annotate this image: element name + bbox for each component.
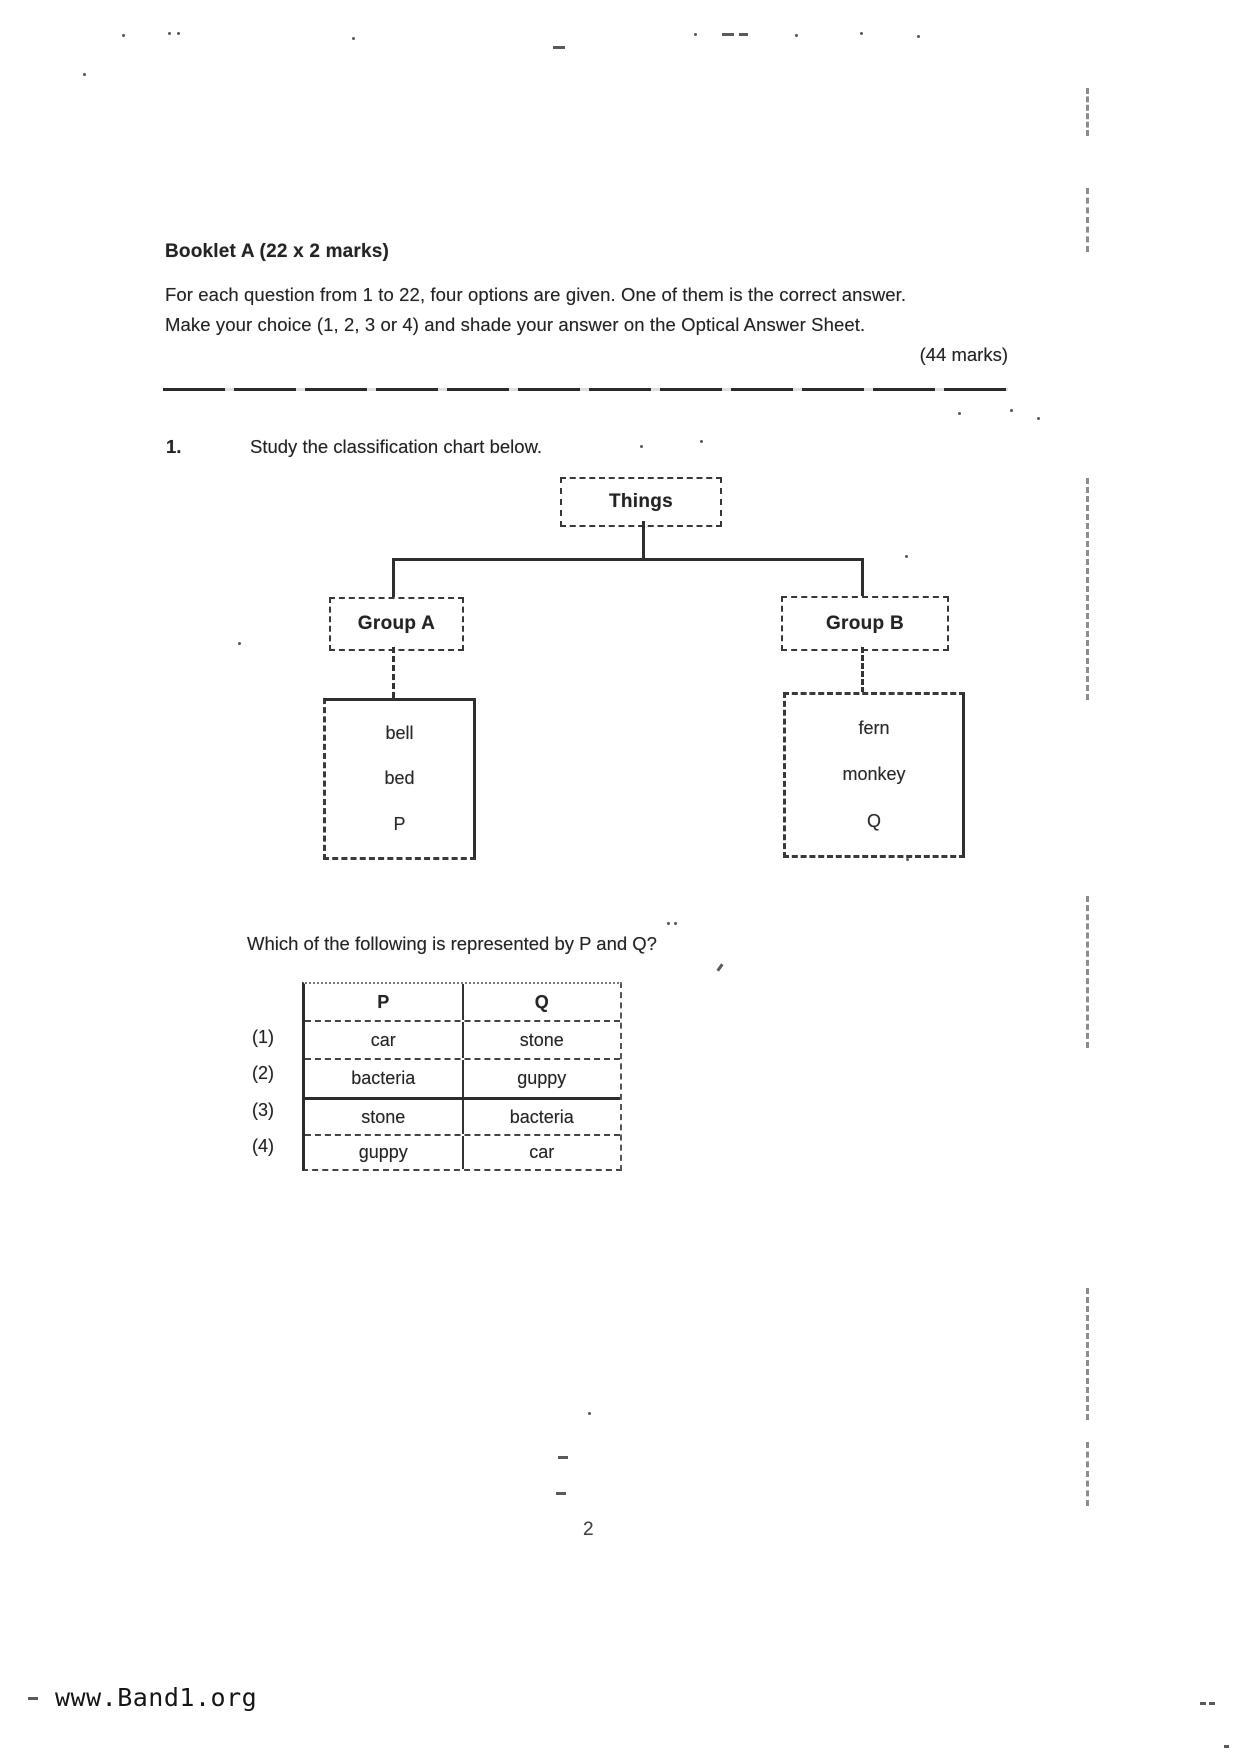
scan-artifact (352, 37, 355, 40)
row2-p-value: bacteria (305, 1060, 464, 1097)
group-a-connector (392, 647, 395, 698)
row2-q-value: guppy (517, 1068, 567, 1088)
tree-connector-left-drop (392, 558, 395, 599)
group-b-item-1: fern (858, 717, 890, 738)
scan-artifact (667, 922, 670, 925)
option-label-2: (2) (252, 1063, 274, 1083)
table-row (305, 1100, 620, 1136)
scan-artifact (1086, 1442, 1089, 1506)
scan-artifact (1086, 1288, 1089, 1420)
row1-p-value: car (305, 1022, 464, 1058)
page-number: 2 (583, 1519, 594, 1540)
group-a-item-3: P (393, 813, 406, 834)
scan-artifact (674, 922, 677, 925)
scan-artifact (905, 555, 908, 558)
chart-root-node (560, 477, 722, 527)
scan-artifact (1086, 88, 1089, 136)
option-label-4: (4) (252, 1136, 274, 1156)
group-a-item-2: bed (384, 768, 415, 789)
chart-root-label: Things (608, 491, 674, 512)
table-row (305, 1060, 620, 1100)
scan-artifact (588, 1412, 591, 1415)
table-row (305, 1022, 620, 1060)
question-prompt: Study the classification chart below. (250, 436, 543, 457)
row3-p-value: stone (305, 1100, 464, 1134)
instructions-line-2: Make your choice (1, 2, 3 or 4) and shade your answer on the Optical Answer Sheet. (165, 314, 866, 335)
option-label-1: (1) (252, 1027, 274, 1047)
scan-artifact (1037, 417, 1040, 420)
scan-artifact (739, 33, 748, 36)
scan-artifact (1010, 409, 1013, 412)
group-b-item-2: monkey (842, 764, 906, 785)
scan-artifact (553, 46, 565, 49)
scan-artifact (906, 858, 909, 861)
scan-artifact (1200, 1702, 1206, 1705)
section-divider (163, 388, 1008, 391)
group-b-item-3: Q (866, 811, 881, 832)
booklet-title: Booklet A (22 x 2 marks) (165, 241, 390, 262)
col-header-q: Q (534, 991, 549, 1012)
scan-artifact (1086, 188, 1089, 252)
scan-artifact (1209, 1702, 1215, 1705)
scan-artifact (700, 440, 703, 443)
options-table-header-row (305, 984, 620, 1022)
group-a-label: Group A (357, 613, 436, 634)
tree-connector-horizontal (392, 558, 864, 561)
instructions-line-1: For each question from 1 to 22, four options are given. One of them is the correct answer. (165, 284, 907, 305)
tree-connector-right-drop (861, 558, 864, 598)
group-b-connector (861, 647, 864, 693)
marks-note: (44 marks) (919, 344, 1008, 365)
row4-q-value: car (529, 1142, 555, 1162)
scan-artifact (917, 35, 920, 38)
scan-artifact (640, 445, 643, 448)
group-b-node (781, 596, 949, 651)
group-b-items-box (783, 692, 965, 858)
row1-q-value: stone (519, 1029, 564, 1050)
group-a-items-box (323, 698, 476, 860)
scan-artifact (122, 34, 125, 37)
scan-artifact (168, 32, 171, 35)
scan-artifact (795, 34, 798, 37)
footer-website: www.Band1.org (55, 1683, 258, 1712)
options-table (302, 982, 622, 1171)
scan-artifact (28, 1697, 38, 1700)
scan-artifact (694, 33, 697, 36)
scan-artifact (716, 963, 723, 971)
col-header-p: P (305, 984, 464, 1020)
scan-artifact (558, 1456, 568, 1459)
tree-connector-root-vertical (642, 521, 645, 560)
sub-question-prompt: Which of the following is represented by P and Q? (247, 933, 657, 954)
scan-artifact (238, 642, 241, 645)
scan-artifact (860, 32, 863, 35)
question-number: 1. (166, 436, 182, 457)
scan-artifact (722, 33, 734, 36)
scan-artifact (1224, 1745, 1229, 1748)
row4-p-value: guppy (305, 1136, 464, 1169)
scan-artifact (177, 32, 180, 35)
scan-artifact (1086, 478, 1089, 700)
group-a-node (329, 597, 464, 651)
scan-artifact (556, 1492, 566, 1495)
scan-artifact (1086, 896, 1089, 1048)
row3-q-value: bacteria (509, 1106, 574, 1127)
group-b-label: Group B (825, 612, 905, 634)
scan-artifact (83, 73, 86, 76)
scan-artifact (958, 412, 961, 415)
group-a-item-1: bell (385, 723, 414, 744)
table-row (305, 1136, 620, 1169)
option-label-3: (3) (252, 1100, 274, 1120)
